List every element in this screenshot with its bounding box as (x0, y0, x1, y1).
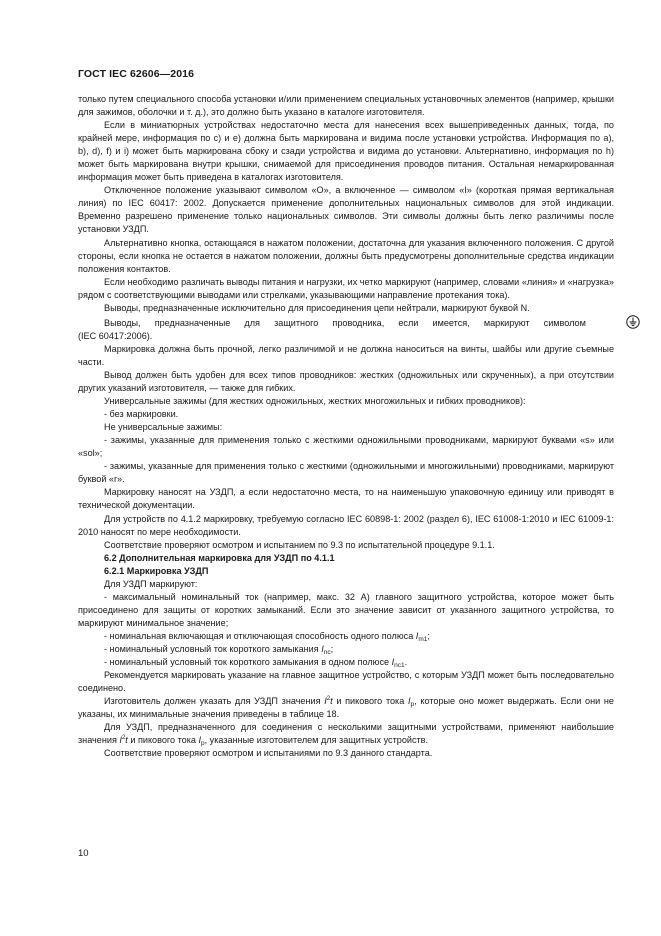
list-item (78, 656, 614, 669)
symbol: t (330, 696, 333, 707)
section-heading: 6.2 Дополнительная маркировка для УЗДП по 4.1.1 (104, 552, 335, 563)
text: - номинальная включающая и отключающая способность одного полюса (104, 630, 416, 641)
paragraph: Для устройств по 4.1.2 маркировку, требуемую согласно IEC 60898-1: 2002 (раздел 6), IEC 61008-1:2010 и IEC 61009-1: 2010 наносят по мере необходимости. (78, 513, 614, 537)
text: и пикового тока (127, 735, 199, 746)
symbol-subscript: p (201, 740, 205, 748)
symbol: t (125, 735, 128, 746)
paragraph: Рекомендуется маркировать указание на главное защитное устройство, с которым УЗДП может быть последовательно соединено. (78, 670, 614, 694)
paragraph: Выводы, предназначенные исключительно для присоединения цепи нейтрали, маркируют буквой N. (104, 302, 530, 313)
paragraph: (IEC 60417:2006). (78, 330, 153, 341)
paragraph: Соответствие проверяют осмотром и испытанием по 9.3 по испытательной процедуре 9.1.1. (104, 539, 495, 550)
punctuation: . (404, 657, 408, 668)
paragraph: Маркировку наносят на УЗДП, а если недостаточно места, то на наименьшую упаковочную единицу или приводят в технической документации. (78, 487, 614, 511)
paragraph: Если в миниатюрных устройствах недостаточно места для нанесения всех вышеприведенных данных, тогда, по крайней мере, информация по с) и е) должна быть маркирована и видима после установки устройства. Информация по а), b), d), f) и i) может быть маркирована сбоку и сзади устройства и видима до установки. Альтернативно, информация по h) может быть маркирована внутри крышки, снимаемой для присоединения проводов питания. Остальная немаркированная информация может быть приведена в каталогах изготовителя. (78, 120, 614, 183)
text: Для УЗДП, предназначенного для соединения с несколькими защитными устройствами, применяют наибольшие значения (78, 722, 614, 746)
paragraph-ground-terminal (78, 315, 614, 330)
paragraph: Соответствие проверяют осмотром и испытаниями по 9.3 данного стандарта. (104, 748, 433, 759)
symbol-subscript: nc1 (394, 662, 405, 670)
paragraph: Универсальные зажимы (для жестких одножильных, жестких многожильных и гибких проводников): (104, 396, 526, 407)
symbol-subscript: m1 (418, 635, 428, 643)
paragraph: Вывод должен быть удобен для всех типов проводников: жестких (одножильных или скрученных), а при отсутствии других указаний изготовителя, — также для гибких. (78, 369, 614, 394)
text: Выводы, предназначенные для защитного проводника, если имеется, маркируют символом (104, 317, 586, 328)
text: и пикового тока (332, 696, 409, 707)
paragraph: Отключенное положение указывают символом «О», а включенное — символом «I» (короткая прямая вертикальная линия) по IEC 60417: 2002. Допускается применение дополнительных национальных символов для этой индикации. Временно разрешено применение только национальных символов. Эти символы должны быть легко различимы после установки УЗДП. (78, 185, 614, 235)
punctuation: ; (330, 643, 334, 654)
symbol: I (415, 630, 419, 641)
symbol: I (198, 735, 201, 746)
symbol-subscript: p (410, 701, 415, 709)
symbol-subscript: nc (323, 648, 331, 656)
text: - номинальный условный ток короткого замыкания в одном полюсе (104, 657, 392, 668)
paragraph (78, 721, 614, 747)
paragraph: Если необходимо различать выводы питания и нагрузки, их четко маркируют (например, словами «линия» и «нагрузка» рядом с соответствующими выводами или стрелками, указывающими направление протекания тока). (78, 276, 614, 300)
page-body (78, 93, 614, 760)
symbol: I (391, 657, 395, 668)
list-item: - зажимы, указанные для применения только с жесткими (одножильными и многожильными) проводниками, маркируют буквой «r». (78, 461, 614, 485)
paragraph: Для УЗДП маркируют: (104, 578, 198, 589)
symbol: I (324, 696, 327, 707)
subsection-heading: 6.2.1 Маркировка УЗДП (104, 565, 209, 576)
list-item (78, 630, 614, 643)
page-number: 10 (78, 848, 89, 859)
list-item: - зажимы, указанные для применения только с жесткими одножильными проводниками, маркируют буквами «s» или «sol»; (78, 435, 614, 459)
symbol-superscript: 2 (326, 696, 331, 703)
paragraph: Не универсальные зажимы: (104, 422, 223, 433)
list-item: - максимальный номинальный ток (например, макс. 32 А) главного защитного устройства, которое может быть присоединено для защиты от коротких замыканий. Если это значение зависит от указанного защитного устройства, то маркируют минимальное значение; (78, 591, 614, 628)
symbol: I (119, 735, 122, 746)
punctuation: ; (427, 630, 430, 641)
paragraph: Альтернативно кнопка, остающаяся в нажатом положении, достаточна для указания включенного положения. С другой стороны, если кнопка не остается в нажатом положении, должны быть предусмотрены дополнительные средства индикации положения контактов. (78, 237, 614, 274)
text: , которые оно может выдержать. Если они не указаны, их минимальные значения приведены в таблице 18. (78, 696, 614, 720)
symbol: I (408, 696, 411, 707)
paragraph: только путем специального способа установки и/или применением специальных установочных элементов (например, крышки для зажимов, оболочки и т. д.), это должно быть указано в каталоге изготовителя. (78, 94, 614, 118)
symbol: I (321, 643, 324, 654)
text: , указанные изготовителем для защитных устройств. (204, 735, 429, 746)
paragraph (78, 695, 614, 721)
list-item (78, 643, 614, 656)
ground-icon (600, 315, 614, 329)
symbol-superscript: 2 (121, 735, 126, 742)
list-item: - без маркировки. (104, 409, 179, 420)
document-header: ГОСТ IEC 62606—2016 (78, 68, 195, 80)
text: - номинальный условный ток короткого замыкания (104, 643, 322, 654)
text: Изготовитель должен указать для УЗДП значения (104, 696, 325, 707)
paragraph: Маркировка должна быть прочной, легко различимой и не должна наноситься на винты, шайбы или другие съемные части. (78, 343, 614, 367)
